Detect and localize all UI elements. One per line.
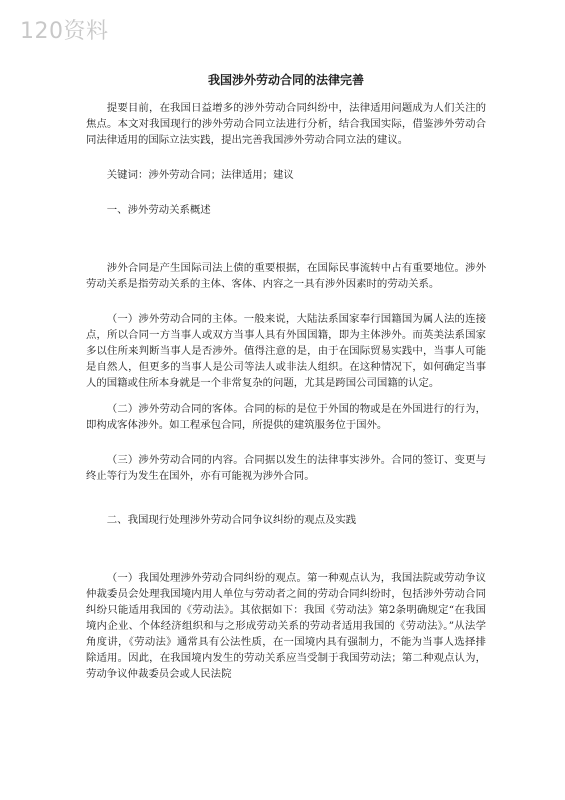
- section-2-item-1: （一）我国处理涉外劳动合同纠纷的观点。第一种观点认为，我国法院或劳动争议仲裁委员会处理我国境内用人单位与劳动者之间的劳动合同纠纷时，包括涉外劳动合同纠纷只能适用我国的《劳动法》。其依据如下：我国《劳动法》第2条明确规定“在我国境内企业、个体经济组织和与之形成劳动关系的劳动者适用我国的《劳动法》。”从法学角度讲，《劳动法》通常具有公法性质，在一国境内具有强制力，不能为当事人选择排除适用。因此，在我国境内发生的劳动关系应当受制于我国劳动法；第二种观点认为，劳动争议仲裁委员会或人民法院: [86, 572, 486, 680]
- section-1-item-3: （三）涉外劳动合同的内容。合同据以发生的法律事实涉外。合同的签订、变更与终止等行为发生在国外，亦有可能视为涉外合同。: [86, 454, 486, 482]
- document-title: 我国涉外劳动合同的法律完善: [207, 73, 364, 87]
- section-1-item-1: （一）涉外劳动合同的主体。一般来说，大陆法系国家奉行国籍国为属人法的连接点，所以合同一方当事人或双方当事人具有外国国籍，即为主体涉外。而英美法系国家多以住所来判断当事人是否涉外。值得注意的是，由于在国际贸易实践中，当事人可能是自然人，但更多的当事人是公司等法人或非法人组织。在这种情况下，如何确定当事人的国籍或住所本身就是一个非常复杂的问题，尤其是跨国公司国籍的认定。: [86, 313, 486, 389]
- abstract-paragraph: 提要目前，在我国日益增多的涉外劳动合同纠纷中，法律适用问题成为人们关注的焦点。本文对我国现行的涉外劳动合同立法进行分析，结合我国实际，借鉴涉外劳动合同法律适用的国际立法实践，提出完善我国涉外劳动合同立法的建议。: [86, 102, 486, 146]
- section-2-heading: 二、我国现行处理涉外劳动合同争议纠纷的观点及实践: [106, 514, 357, 526]
- watermark: 120资料: [20, 19, 109, 44]
- section-1-intro: 涉外合同是产生国际司法上债的重要根据，在国际民事流转中占有重要地位。涉外劳动关系是指劳动关系的主体、客体、内容之一具有涉外因素时的劳动关系。: [86, 262, 486, 290]
- keywords-line: 关键词：涉外劳动合同；法律适用；建议: [106, 169, 294, 181]
- section-1-item-2: （二）涉外劳动合同的客体。合同的标的是位于外国的物或是在外国进行的行为，即构成客体涉外。如工程承包合同，所提供的建筑服务位于国外。: [86, 403, 486, 431]
- section-1-heading: 一、涉外劳动关系概述: [106, 204, 211, 216]
- document-page: [86, 72, 486, 682]
